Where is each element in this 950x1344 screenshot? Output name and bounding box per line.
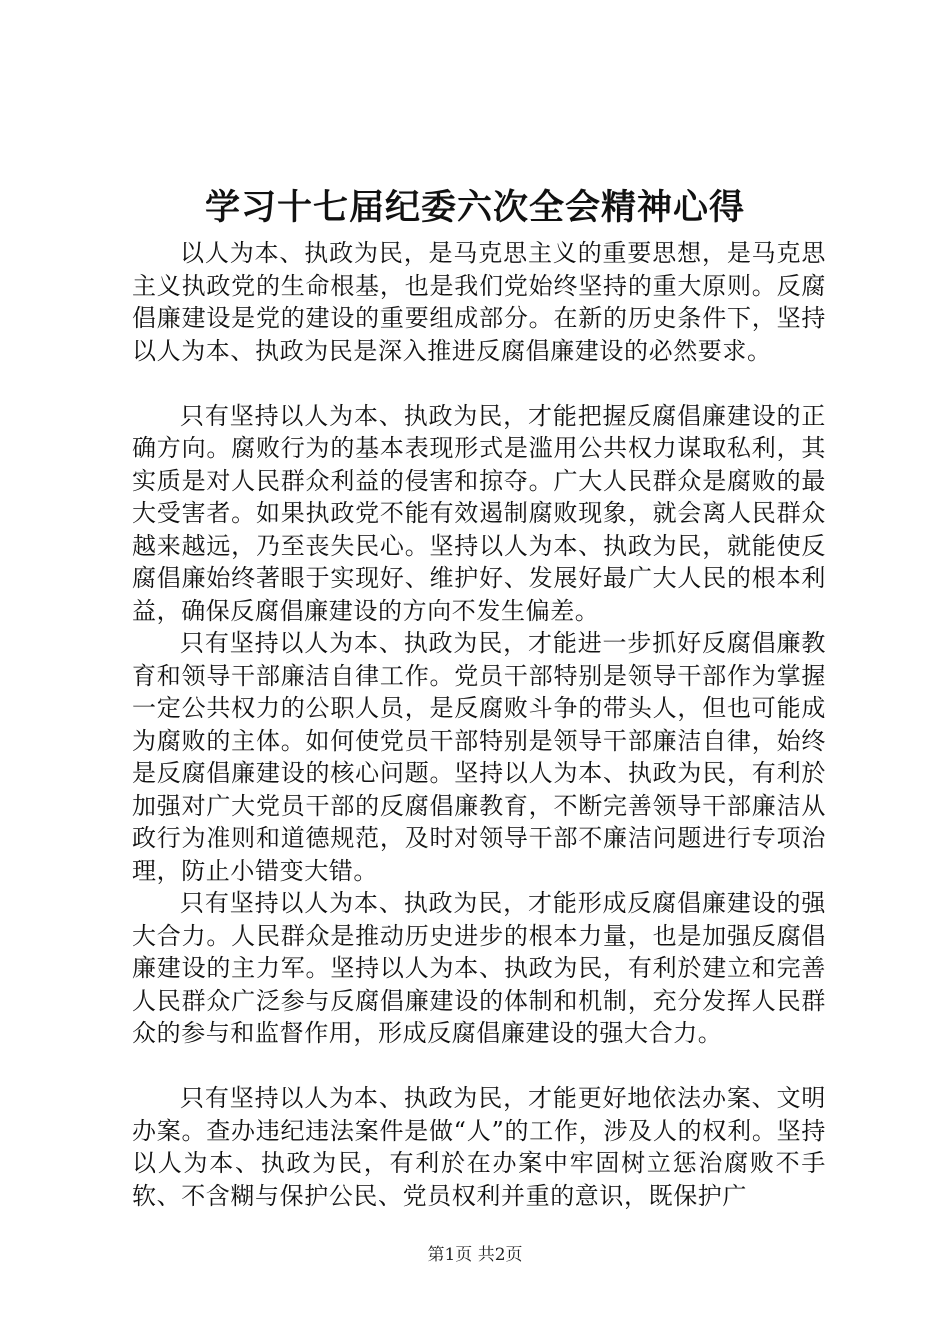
paragraph-spacer xyxy=(132,1050,826,1083)
paragraph: 只有坚持以人为本、执政为民，才能进一步抓好反腐倡廉教育和领导干部廉洁自律工作。党员干部特别是领导干部作为掌握一定公共权力的公职人员，是反腐败斗争的带头人，但也可能成为腐败的主体。如何使党员干部特别是领导干部廉洁自律，始终是反腐倡廉建设的核心问题。坚持以人为本、执政为民，有利於加强对广大党员干部的反腐倡廉教育，不断完善领导干部廉洁从政行为准则和道德规范，及时对领导干部不廉洁问题进行专项治理，防止小错变大错。 xyxy=(132,629,826,885)
page-number-footer: 第1页 共2页 xyxy=(427,1245,523,1265)
paragraph: 只有坚持以人为本、执政为民，才能形成反腐倡廉建设的强大合力。人民群众是推动历史进步的根本力量，也是加强反腐倡廉建设的主力军。坚持以人为本、执政为民，有利於建立和完善人民群众广泛参与反腐倡廉建设的体制和机制，充分发挥人民群众的参与和监督作用，形成反腐倡廉建设的强大合力。 xyxy=(132,889,826,1047)
document-body xyxy=(132,237,826,1212)
paragraph: 只有坚持以人为本、执政为民，才能更好地依法办案、文明办案。查办违纪违法案件是做“人”的工作，涉及人的权利。坚持以人为本、执政为民，有利於在办案中牢固树立惩治腐败不手软、不含糊与保护公民、党员权利并重的意识，既保护广 xyxy=(132,1084,826,1210)
paragraph: 只有坚持以人为本、执政为民，才能把握反腐倡廉建设的正确方向。腐败行为的基本表现形式是滥用公共权力谋取私利，其实质是对人民群众利益的侵害和掠夺。广大人民群众是腐败的最大受害者。如果执政党不能有效遏制腐败现象，就会离人民群众越来越远，乃至丧失民心。坚持以人为本、执政为民，就能使反腐倡廉始终著眼于实现好、维护好、发展好最广大人民的根本利益，确保反腐倡廉建设的方向不发生偏差。 xyxy=(132,401,826,625)
document-title: 学习十七届纪委六次全会精神心得 xyxy=(204,187,745,228)
paragraph: 以人为本、执政为民，是马克思主义的重要思想，是马克思主义执政党的生命根基，也是我们党始终坚持的重大原则。反腐倡廉建设是党的建设的重要组成部分。在新的历史条件下，坚持以人为本、执政为民是深入推进反腐倡廉建设的必然要求。 xyxy=(132,239,826,365)
paragraph-spacer xyxy=(132,367,826,400)
